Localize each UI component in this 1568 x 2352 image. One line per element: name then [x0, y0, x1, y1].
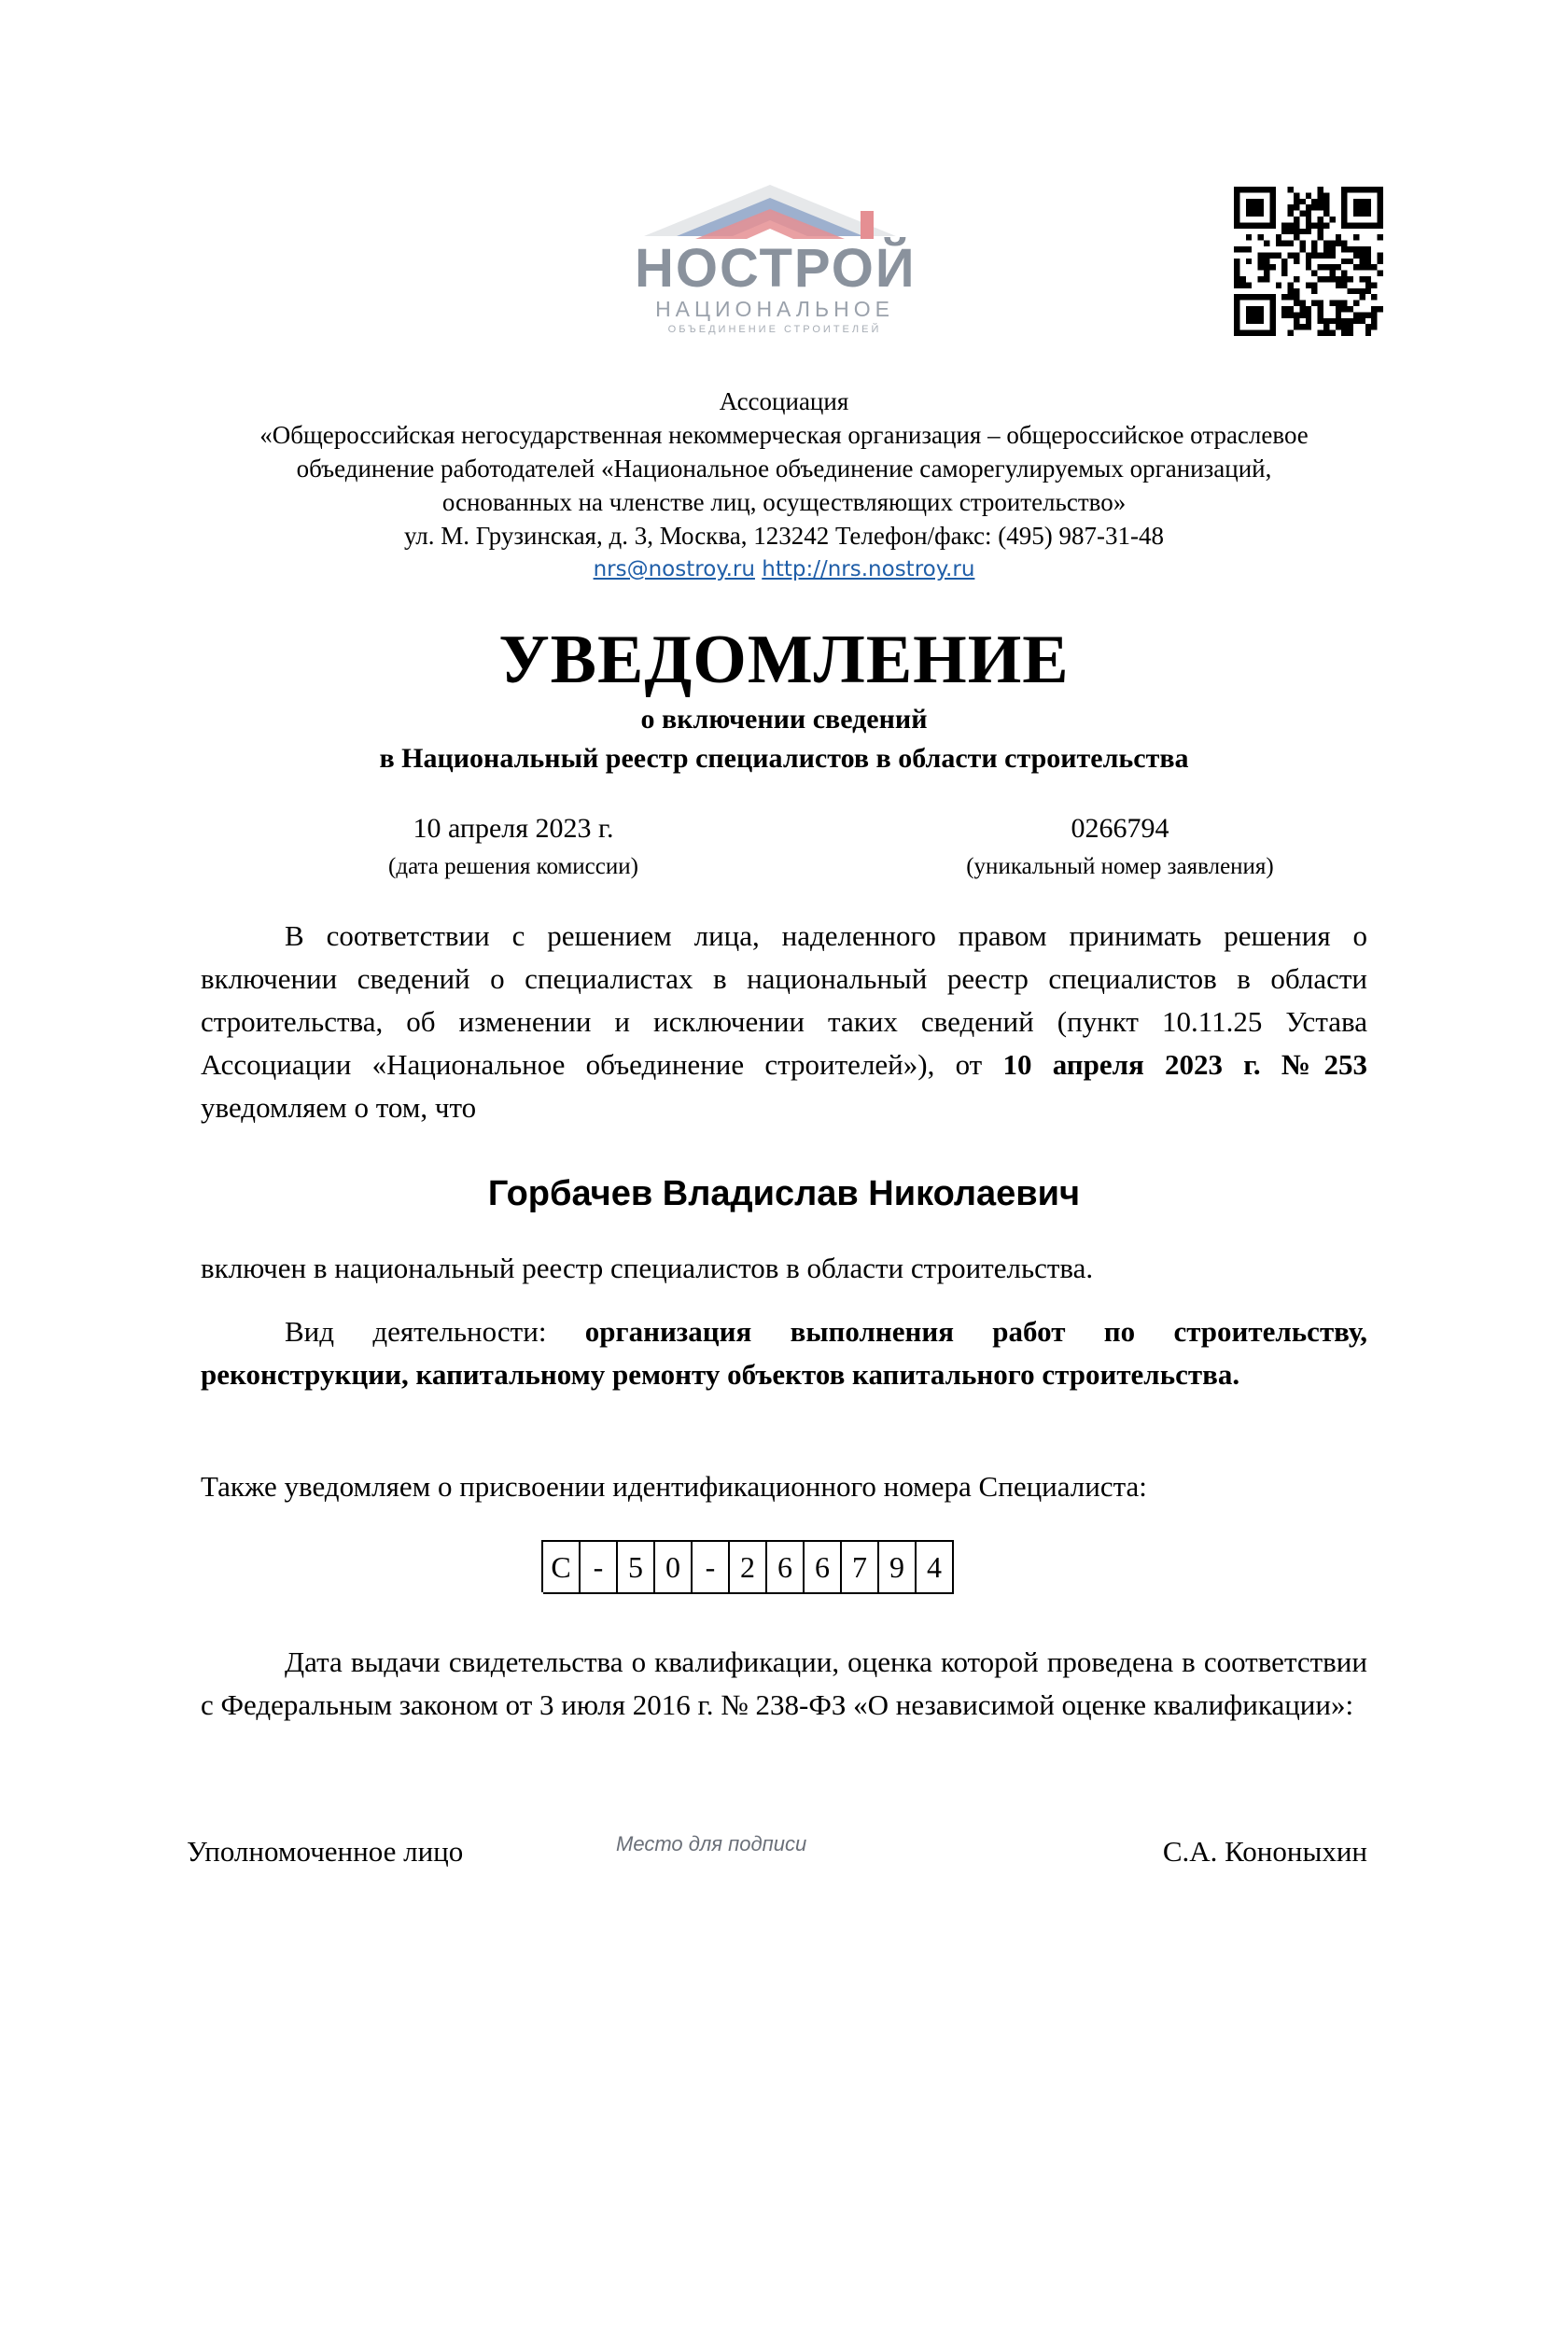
signatory-role: Уполномоченное лицо	[187, 1835, 464, 1868]
intro-text-after: уведомляем о том, что	[201, 1091, 477, 1124]
id-grid-cell: 6	[805, 1540, 842, 1594]
application-number: 0266794	[1071, 813, 1169, 844]
id-grid-cell: 2	[730, 1540, 767, 1594]
activity-value: организация выполнения работ по строительству, реконструкции, капитальному ремонту объектов капитального строительства.	[201, 1315, 1367, 1391]
activity-paragraph	[201, 1310, 1367, 1396]
id-grid-cell: 9	[879, 1540, 917, 1594]
document-title: УВЕДОМЛЕНИЕ	[498, 622, 1070, 698]
logo-roof-icon	[644, 185, 896, 243]
specialist-id-grid	[541, 1540, 954, 1592]
logo-brand-text: НОСТРОЙ	[635, 238, 917, 299]
subtitle-line-2: в Национальный реестр специалистов в области строительства	[379, 743, 1189, 774]
logo-subtitle-1: НАЦИОНАЛЬНОЕ	[655, 297, 894, 321]
intro-paragraph	[201, 915, 1367, 1129]
id-notice: Также уведомляем о присвоении идентификационного номера Специалиста:	[201, 1470, 1147, 1503]
decision-date-caption: (дата решения комиссии)	[388, 854, 638, 879]
email-link[interactable]: nrs@nostroy.ru	[593, 557, 755, 581]
included-statement: включен в национальный реестр специалистов в области строительства.	[201, 1252, 1094, 1284]
website-link[interactable]: http://nrs.nostroy.ru	[762, 557, 975, 581]
qualification-paragraph: Дата выдачи свидетельства о квалификации, оценка которой проведена в соответствии с Федеральным законом от 3 июля 2016 г. № 238-ФЗ «О независимой оценке квалификации»:	[201, 1645, 1367, 1721]
org-name-line-2: объединение работодателей «Национальное объединение саморегулируемых организаций,	[296, 455, 1272, 483]
intro-text-before: В соответствии с решением лица, наделенного правом принимать решения о включении сведений о специалистах в национальный реестр специалистов в области строительства, об изменении и исключении таких сведений (пункт 10.11.25 Устава Ассоциации «Национальное объединение строителей»), от	[201, 919, 1367, 1081]
subtitle-line-1: о включении сведений	[640, 704, 928, 735]
id-grid-cell: 5	[618, 1540, 655, 1594]
decision-date: 10 апреля 2023 г.	[413, 813, 614, 844]
qr-code	[1234, 187, 1383, 336]
logo-subtitle-2: ОБЪЕДИНЕНИЕ СТРОИТЕЛЕЙ	[667, 324, 882, 335]
id-grid-cell: -	[581, 1540, 618, 1594]
application-number-caption: (уникальный номер заявления)	[966, 854, 1274, 879]
org-name-line-1: «Общероссийская негосударственная некоммерческая организация – общероссийское отраслевое	[259, 421, 1309, 449]
nostroy-logo	[635, 185, 915, 343]
contact-links	[140, 553, 1428, 586]
id-grid-cell: 7	[842, 1540, 879, 1594]
signature-placeholder: Место для подписи	[616, 1832, 807, 1855]
activity-label: Вид деятельности:	[285, 1315, 585, 1348]
decision-reference: 10 апреля 2023 г. №253	[1002, 1048, 1367, 1081]
id-grid-cell: 6	[767, 1540, 805, 1594]
id-grid-cell: 4	[917, 1540, 954, 1594]
id-grid-cell: -	[693, 1540, 730, 1594]
id-grid-cell: 0	[655, 1540, 693, 1594]
org-address: ул. М. Грузинская, д. 3, Москва, 123242 Телефон/факс: (495) 987-31-48	[403, 522, 1165, 550]
association-label: Ассоциация	[719, 387, 849, 415]
org-name-line-3: основанных на членстве лиц, осуществляющих строительство»	[441, 488, 1127, 516]
id-grid-cell: С	[543, 1540, 581, 1594]
specialist-name: Горбачев Владислав Николаевич	[487, 1174, 1081, 1213]
signer-name: С.А. Кононыхин	[1162, 1835, 1367, 1868]
